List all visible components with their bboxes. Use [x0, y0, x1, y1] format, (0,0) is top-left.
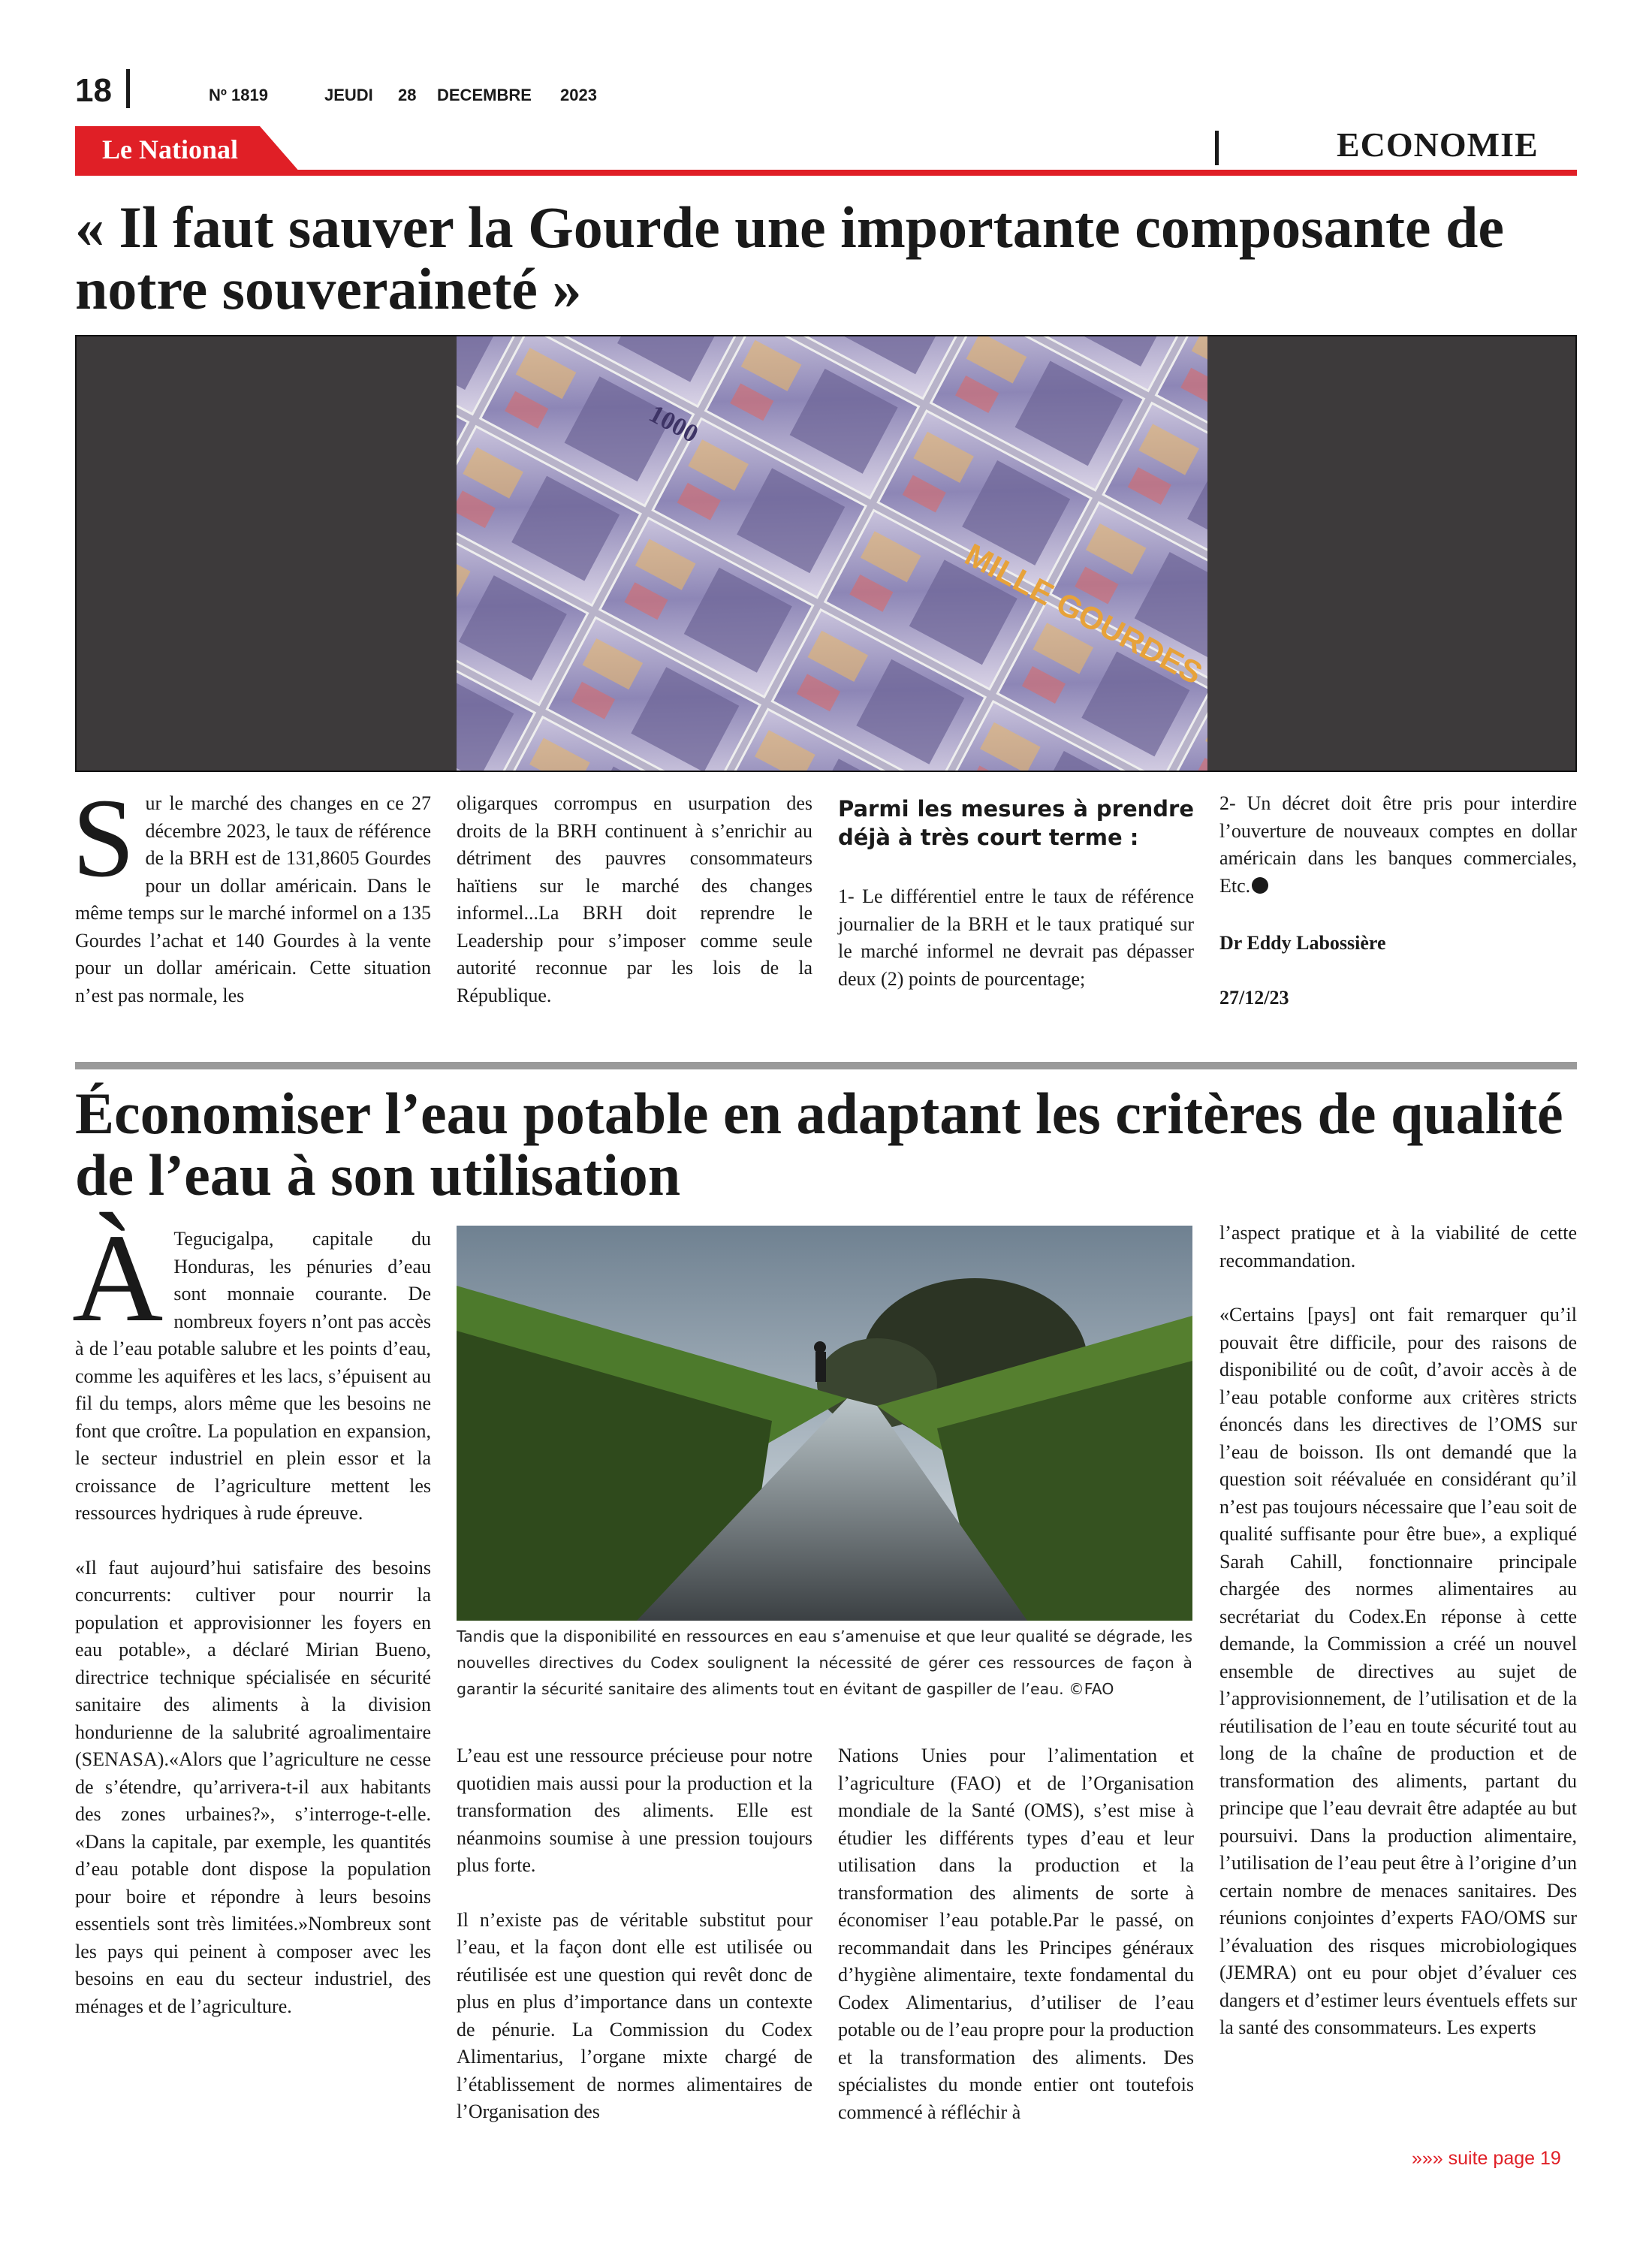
- header-rule: [75, 170, 1577, 176]
- article2-col4-p1: l’aspect pratique et à la viabilité de cette recommandation.: [1219, 1222, 1577, 1271]
- article1-measures-heading: Parmi les mesures à prendre déjà à très court terme :: [838, 796, 1194, 850]
- page-number-divider: [126, 69, 130, 108]
- article2-col1-p2: «Il faut aujourd’hui satisfaire des besoins concurrents: cultiver pour nourrir la population et approvisionner les foyers en eau potable», a déclaré Mirian Bueno, directrice technique spécialisée en sécurité sanitaire des aliments à la division hondurienne de la salubrité agroalimentaire (SENASA).«Alors que l’agriculture ne cesse de s’étendre, qu’arrivera-t-il aux habitants des zones urbaines?», s’interroge-t-elle. «Dans la capitale, par exemple, les quantités d’eau potable dont dispose la population pour boire et répondre à leurs besoins essentiels sont très limitées.»Nombreux sont les pays qui peinent à composer avec les besoins en eau du secteur industriel, des ménages et de l’agriculture.: [75, 1556, 431, 2017]
- article-separator: [75, 1062, 1577, 1069]
- brand-logo: Le National: [102, 134, 239, 164]
- article1-author: Dr Eddy Labossière: [1219, 932, 1386, 954]
- article2-col3-text: Nations Unies pour l’alimentation et l’agriculture (FAO) et de l’Organisation mondiale de la Santé (OMS), s’est mise à étudier les différents types d’eau et leur utilisation dans la production et la transformation des aliments de sorte à économiser l’eau potable.Par le passé, on recommandait dans les Principes généraux d’hygiène alimentaire, texte fondamental du Codex Alimentarius, d’utiliser de l’eau potable ou de l’eau propre pour la production et la transformation des aliments. Des spécialistes du monde entier ont toutefois commencé à réfléchir à: [838, 1745, 1194, 2123]
- end-mark-icon: [1252, 877, 1268, 894]
- article2-col3: [838, 1742, 1194, 2126]
- issue-month: DECEMBRE: [437, 86, 532, 104]
- article2-headline: Économiser l’eau potable en adaptant les critères de qualité de l’eau à son utilisation: [75, 1081, 1563, 1208]
- section-divider: [1215, 131, 1219, 165]
- article1-date: 27/12/23: [1219, 986, 1289, 1009]
- article1-headline: « Il faut sauver la Gourde une importante composante de notre souveraineté »: [75, 195, 1505, 321]
- page-number: 18: [75, 72, 112, 109]
- article2-col2: [457, 1742, 812, 2126]
- article1-col2-text: oligarques corrompus en usurpation des droits de la BRH continuent à s’enrichir au détriment des pauvres consommateurs haïtiens sur le marché des changes informel...La BRH doit reprendre le Leadership pour s’imposer comme seule autorité reconnue par les lois de la République.: [457, 792, 812, 1006]
- issue-date: 28: [398, 86, 417, 104]
- article2-col4: [1219, 1220, 1577, 2042]
- banknote-denomination: 1000: [644, 400, 703, 448]
- article1-col1: [72, 776, 431, 1009]
- article1-measure-2: 2- Un décret doit être pris pour interdire l’ouverture de nouveaux comptes en dollar américain dans les banques commerciales, Etc.: [1219, 792, 1577, 897]
- article1-col1-text: ur le marché des changes en ce 27 décembre 2023, le taux de référence de la BRH est de 131,8605 Gourdes pour un dollar américain. Dans le même temps sur le marché informel on a 135 Gourdes l’achat et 140 Gourdes à la vente pour un dollar américain. Cette situation n’est pas normale, les: [75, 792, 431, 1006]
- continued-link[interactable]: »»» suite page 19: [1412, 2148, 1561, 2169]
- article2-col4-p2: «Certains [pays] ont fait remarquer qu’il pouvait être difficile, pour des raisons de disponibilité ou de coût, d’avoir accès à de l’eau potable conforme aux critères stricts énoncés dans les directives de l’OMS sur l’eau de boisson. Ils ont demandé que la question soit réévaluée en considérant qu’il n’est pas toujours nécessaire que l’eau soit de qualité suffisante pour être bue», a expliqué Sarah Cahill, fonctionnaire principale chargée des normes alimentaires au secrétariat du Codex.En réponse à cette demande, la Commission a créé un nouvel ensemble de directives au sujet de l’approvisionnement, de l’utilisation et de la réutilisation de l’eau en toute sécurité tout au long de la chaîne de production et de transformation des aliments, partant du principe que l’eau devrait être adaptée au but poursuivi. Dans la production alimentaire, l’utilisation de l’eau peut être à l’origine d’un certain nombre de menaces sanitaires. Des réunions conjointes d’experts FAO/OMS sur l’évaluation des risques microbiologiques (JEMRA) ont eu pour objet d’évaluer ces dangers et d’estimer leurs éventuels effets sur la santé des consommateurs. Les experts: [1219, 1304, 1577, 2038]
- article2-col1: [72, 1208, 431, 2020]
- banknotes-photo: [75, 335, 1577, 772]
- irrigation-photo: [457, 1226, 1192, 1621]
- photo-caption: Tandis que la disponibilité en ressources en eau s’amenuise et que leur qualité se dégrade, les nouvelles directives du Codex soulignent la nécessité de gérer ces ressources de façon à garantir la sécurité sanitaire des aliments tout en évitant de gaspiller de l’eau. ©FAO: [457, 1627, 1192, 1698]
- article1-measure-1: 1- Le différentiel entre le taux de référence journalier de la BRH et le taux pratiqué sur le marché informel ne devrait pas dépasser deux (2) points de pourcentage;: [838, 885, 1194, 990]
- article2-dropcap: À: [72, 1208, 164, 1348]
- issue-year: 2023: [560, 86, 597, 104]
- issue-number: Nº 1819: [209, 86, 268, 104]
- issue-day: JEUDI: [324, 86, 373, 104]
- article2-col1-p1: Tegucigalpa, capitale du Honduras, les pénuries d’eau sont monnaie courante. De nombreux foyers n’ont pas accès à de l’eau potable salubre et les points d’eau, comme les aquifères et les lacs, s’épuisent au fil du temps, alors même que les besoins ne font que croître. La population en expansion, le secteur industriel en plein essor et la croissance de l’agriculture mettent les ressources hydriques à rude épreuve.: [75, 1228, 431, 1524]
- article1-col2: [457, 790, 812, 1009]
- section-title: ECONOMIE: [1337, 125, 1539, 164]
- banknote-words: MILLE GOURDES: [959, 536, 1208, 692]
- article1-dropcap: S: [72, 776, 135, 900]
- article2-col2-p1: L’eau est une ressource précieuse pour notre quotidien mais aussi pour la production et la transformation des aliments. Elle est néanmoins soumise à une pression toujours plus forte.: [457, 1745, 812, 1876]
- article1-col3: [838, 790, 1194, 993]
- article2-col2-p2: Il n’existe pas de véritable substitut pour l’eau, et la façon dont elle est utilisée ou réutilisée est une question qui revêt donc de plus en plus d’importance dans un contexte de pénurie. La Commission du Codex Alimentarius, l’organe mixte chargé de l’établissement de normes alimentaires de l’Organisation des: [457, 1908, 812, 2122]
- article1-col4: [1219, 790, 1577, 1012]
